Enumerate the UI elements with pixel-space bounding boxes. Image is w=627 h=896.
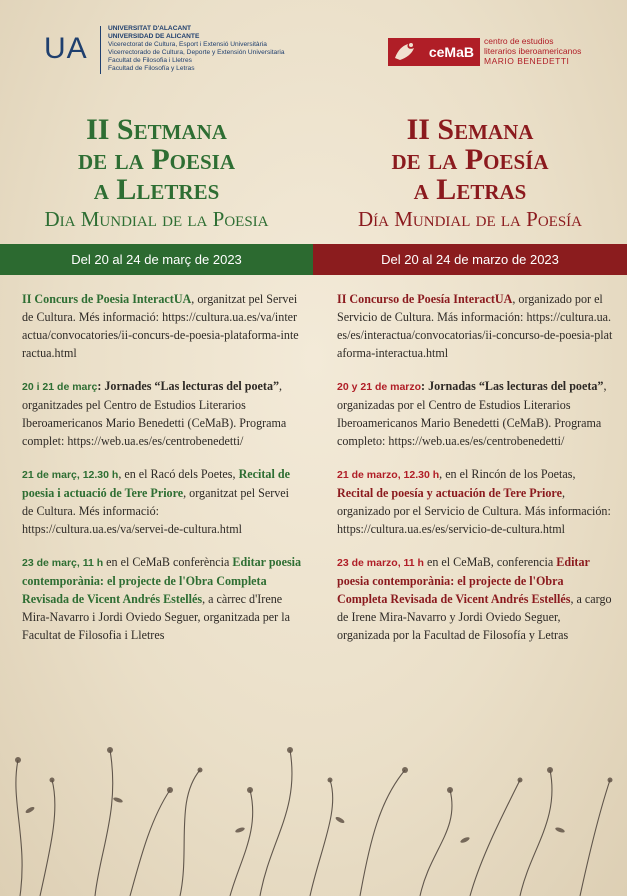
title-es-line-3: a Letras: [413, 173, 527, 206]
ua-vicerrectorado: Vicerrectorado de Cultura, Deporte y Extensión Universitaria: [108, 49, 285, 56]
event-conference-ca: [22, 553, 302, 644]
event-link[interactable]: https://cultura.ua.es/es/interactua/convocatorias/ii-concurso-de-poesia-plataforma-interactua.html: [337, 310, 613, 360]
event-date: 23 de marzo, 11 h: [337, 557, 424, 569]
date-band-es: Del 20 al 24 de marzo de 2023: [313, 244, 627, 275]
event-text: , a cargo de Irene Mira-Navarro y Jordi Oviedo Seguer, organizada por la Facultad de Filosofía y Letras: [337, 592, 612, 642]
ua-facultat: Facultat de Filosofia i Lletres: [108, 57, 192, 64]
event-text: , organitzat pel Servei de Cultura. Més informació:: [22, 486, 290, 518]
cemab-line-2: literarios iberoamericanos: [484, 46, 582, 56]
event-title: : Jornades “Las lecturas del poeta”: [97, 379, 280, 393]
event-text: en el CeMaB conferència: [103, 555, 233, 569]
event-text: , en el Rincón de los Poetas,: [439, 467, 576, 481]
event-text: en el CeMaB, conferencia: [423, 555, 557, 569]
event-text: , organizado por el Servicio de Cultura. Más información:: [337, 486, 611, 518]
program-spanish: [337, 290, 613, 659]
event-text: , a càrrec d'Irene Mira-Navarro i Jordi Oviedo Seguer, organitzada per la Facultat de Filosofia i Lletres: [22, 592, 290, 642]
title-ca-line-1: II Setmana: [86, 113, 227, 146]
event-date: 21 de marzo, 12.30 h: [337, 469, 440, 481]
dried-plants-illustration: [0, 690, 627, 896]
event-jornadas-es: [337, 377, 613, 450]
event-text: , organizadas por el Centro de Estudios Literarios Iberoamericanos Mario Benedetti (CeMaB). Programa completo:: [337, 379, 607, 448]
event-date: 21 de març, 12.30 h: [22, 469, 119, 481]
cemab-logo-text: ceMaB: [428, 44, 474, 60]
cemab-name: [484, 36, 581, 66]
event-link[interactable]: https://web.ua.es/es/centrobenedetti/: [67, 434, 244, 448]
title-es-line-2: de la Poesía: [391, 143, 549, 176]
event-title: Editar poesia contemporània: el projecte de l'Obra Completa Revisada de Vicent Andrés Estellés: [337, 555, 590, 606]
event-link[interactable]: https://cultura.ua.es/va/interactua/convocatories/ii-concurs-de-poesia-plataforma-interactua.html: [22, 310, 299, 360]
event-text: , organizado por el Servicio de Cultura. Más información:: [337, 292, 603, 324]
event-title: II Concurs de Poesia InteractUA: [22, 292, 192, 306]
title-ca-line-3: a Lletres: [93, 173, 220, 206]
event-text: , organitzades pel Centro de Estudios Literarios Iberoamericanos Mario Benedetti (CeMaB). Programa complet:: [22, 379, 287, 448]
program-catalan: [22, 290, 302, 659]
ua-institution-text: [108, 25, 285, 73]
event-recital-es: [337, 465, 613, 538]
poster-header: [0, 0, 627, 100]
event-date: 20 i 21 de març: [22, 381, 98, 393]
event-contest-es: [337, 290, 613, 362]
event-date: 23 de març, 11 h: [22, 557, 104, 569]
title-es-line-1: II Semana: [406, 113, 534, 146]
event-link[interactable]: https://cultura.ua.es/va/servei-de-cultura.html: [22, 522, 242, 536]
logo-divider: [100, 26, 101, 74]
cemab-figure-icon: [392, 40, 420, 64]
event-jornadas-ca: [22, 377, 302, 450]
cemab-line-1: centro de estudios: [484, 36, 554, 46]
event-conference-es: [337, 553, 613, 644]
ua-name-ca: UNIVERSITAT D'ALACANT: [108, 25, 192, 32]
cemab-line-3: MARIO BENEDETTI: [484, 56, 570, 66]
ua-facultad: Facultad de Filosofía y Letras: [108, 65, 195, 72]
ua-vicerectorat: Vicerectorat de Cultura, Esport i Extensió Universitària: [108, 41, 267, 48]
event-title: Recital de poesia i actuació de Tere Priore: [22, 467, 290, 500]
event-link[interactable]: https://web.ua.es/es/centrobenedetti/: [388, 434, 565, 448]
event-title: : Jornadas “Las lecturas del poeta”: [421, 379, 604, 393]
event-date: 20 y 21 de marzo: [337, 381, 422, 393]
date-band-ca: Del 20 al 24 de març de 2023: [0, 244, 313, 275]
title-spanish: [313, 115, 627, 231]
event-link[interactable]: https://cultura.ua.es/es/servicio-de-cultura.html: [337, 522, 566, 536]
subtitle-ca: Dia Mundial de la Poesia: [44, 207, 269, 231]
event-title: II Concurso de Poesía InteractUA: [337, 292, 513, 306]
event-recital-ca: [22, 465, 302, 538]
title-ca-line-2: de la Poesia: [77, 143, 236, 176]
subtitle-es: Día Mundial de la Poesía: [358, 207, 582, 231]
event-title: Editar poesia contemporània: el projecte de l'Obra Completa Revisada de Vicent Andrés Estellés: [22, 555, 302, 606]
event-contest-ca: [22, 290, 302, 362]
ua-name-es: UNIVERSIDAD DE ALICANTE: [108, 33, 200, 40]
ua-logo: UA: [44, 32, 88, 65]
event-text: , en el Racó dels Poetes,: [118, 467, 239, 481]
event-title: Recital de poesía y actuación de Tere Priore: [337, 486, 562, 500]
event-text: , organitzat pel Servei de Cultura. Més informació:: [22, 292, 298, 324]
title-catalan: [0, 115, 313, 231]
